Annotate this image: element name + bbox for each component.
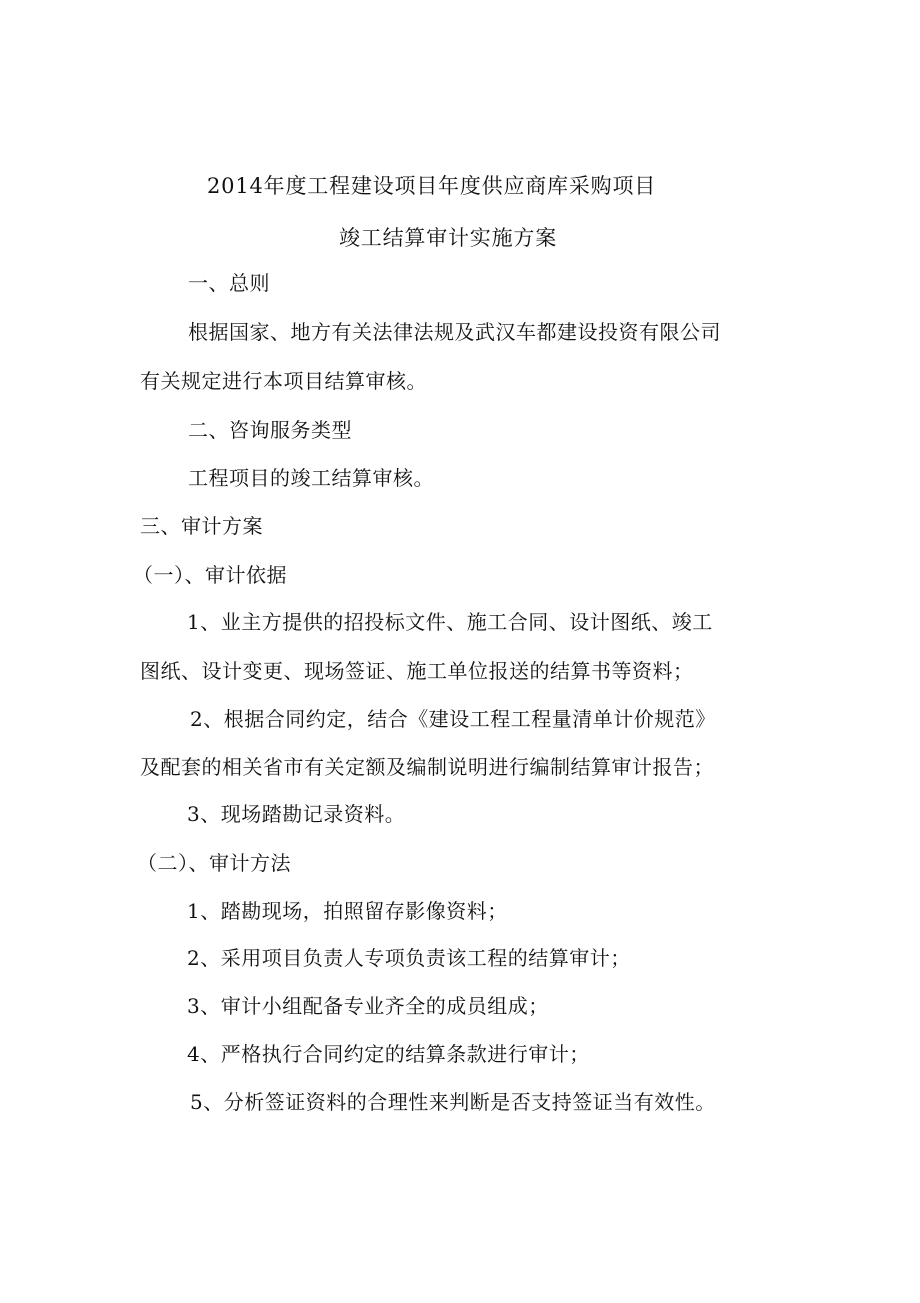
- basis-item-1-line-2: 图纸、设计变更、现场签证、施工单位报送的结算书等资料；: [140, 659, 694, 683]
- section-2-paragraph: 工程项目的竣工结算审核。: [188, 466, 434, 490]
- method-item-1: 1、踏勘现场，拍照留存影像资料；: [187, 899, 508, 923]
- title-line-2: 竣工结算审计实施方案: [339, 226, 557, 250]
- section-1-paragraph-line-1: 根据国家、地方有关法律法规及武汉车都建设投资有限公司: [188, 320, 721, 344]
- basis-item-2-line-2: 及配套的相关省市有关定额及编制说明进行编制结算审计报告；: [140, 755, 714, 779]
- basis-item-2-line-1: 2、根据合同约定，结合《建设工程工程量清单计价规范》: [190, 707, 716, 731]
- method-item-3: 3、审计小组配备专业齐全的成员组成；: [187, 994, 549, 1018]
- section-3-heading: 三、审计方案: [140, 514, 263, 538]
- basis-item-3: 3、现场踏勘记录资料。: [187, 802, 406, 826]
- title-line-1: 2014年度工程建设项目年度供应商库采购项目: [207, 174, 657, 198]
- section-1-heading: 一、总则: [188, 271, 270, 295]
- method-item-5: 5、分析签证资料的合理性来判断是否支持签证当有效性。: [190, 1090, 716, 1114]
- method-item-2: 2、采用项目负责人专项负责该工程的结算审计；: [187, 946, 631, 970]
- subsection-1-heading: （一）、审计依据: [133, 563, 287, 587]
- basis-item-1-line-1: 1、业主方提供的招投标文件、施工合同、设计图纸、竣工: [187, 610, 713, 634]
- section-1-paragraph-line-2: 有关规定进行本项目结算审核。: [140, 369, 427, 393]
- section-2-heading: 二、咨询服务类型: [188, 418, 352, 442]
- subsection-2-heading: （二）、审计方法: [137, 851, 291, 875]
- method-item-4: 4、严格执行合同约定的结算条款进行审计；: [187, 1042, 590, 1066]
